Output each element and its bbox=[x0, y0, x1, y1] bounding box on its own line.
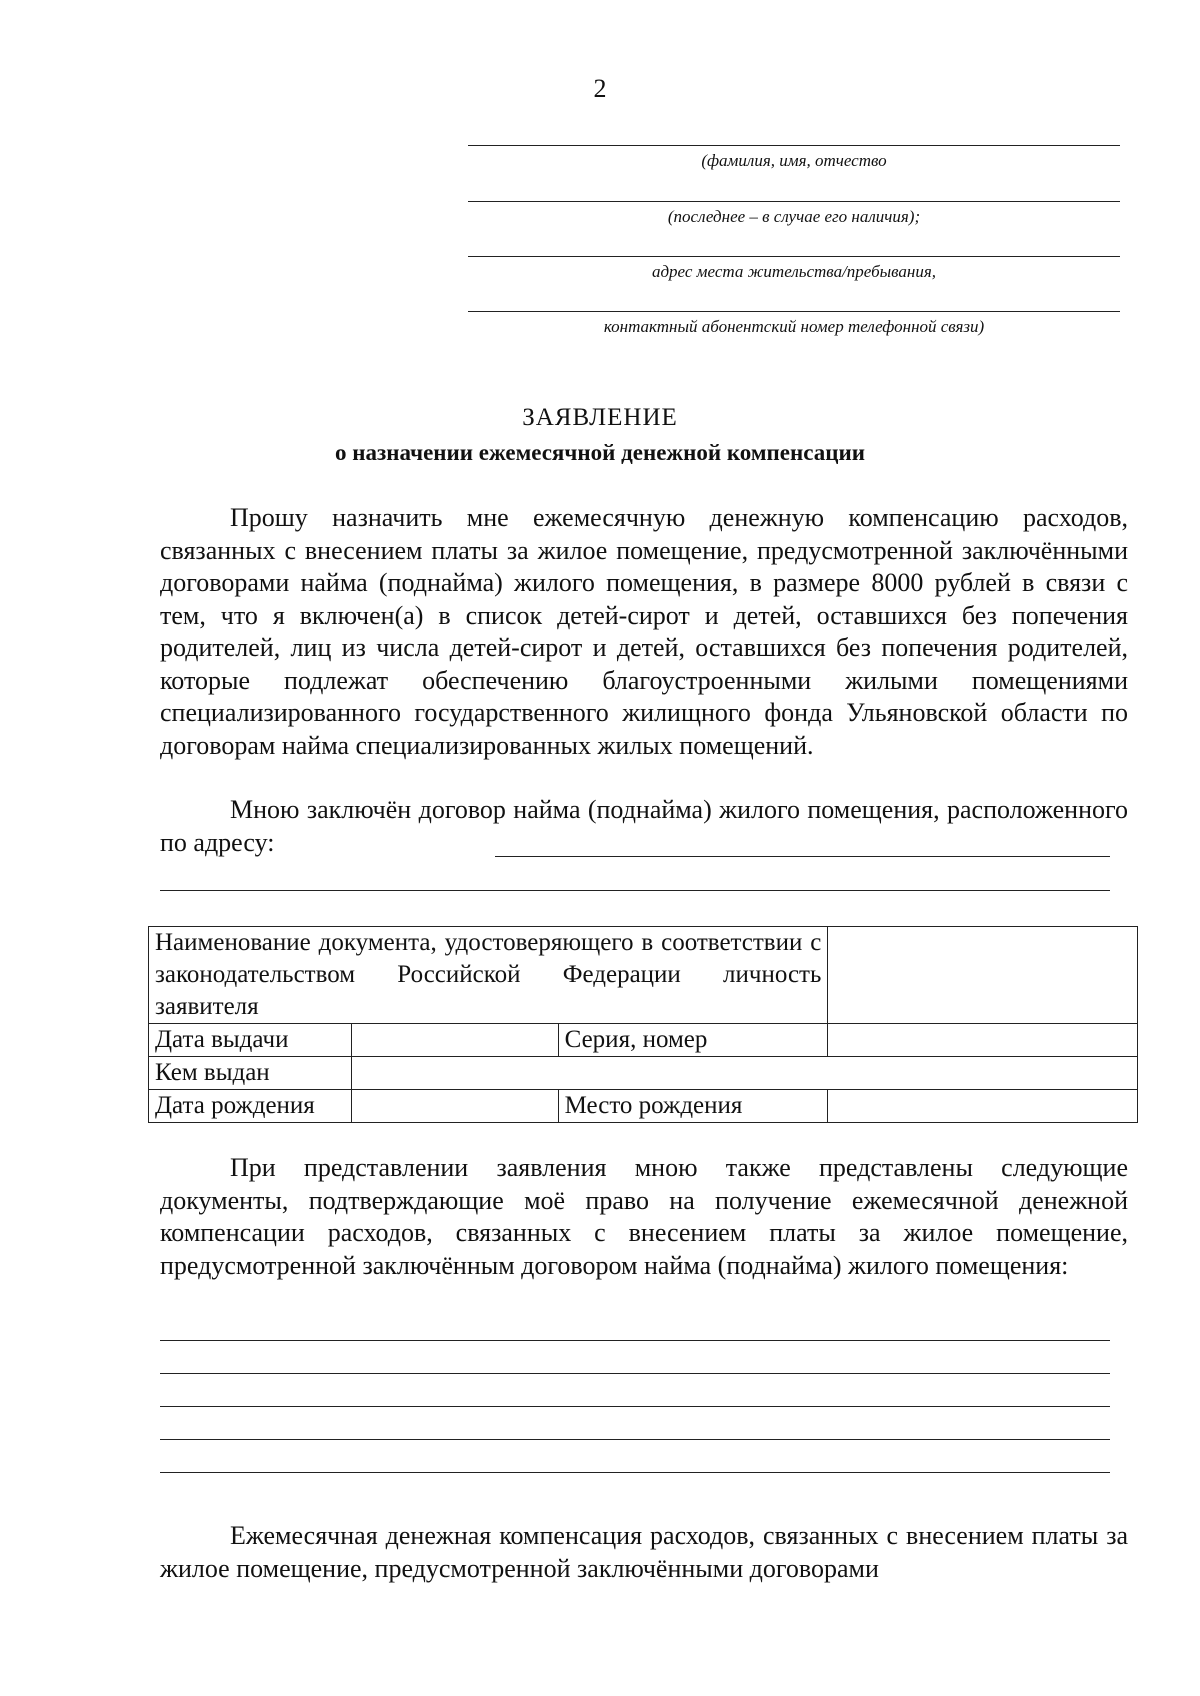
contract-paragraph: Мною заключён договор найма (поднайма) жилого помещения, расположенного по адресу: bbox=[160, 795, 1128, 857]
birth-place-label: Место рождения bbox=[558, 1090, 828, 1123]
phone-line[interactable] bbox=[468, 311, 1120, 312]
table-row bbox=[149, 927, 1138, 1024]
fullname-line[interactable] bbox=[468, 145, 1120, 146]
issued-by-label: Кем выдан bbox=[149, 1057, 352, 1090]
doc-name-label: Наименование документа, удостоверяющего в соответствии с законодательством Российской Федерации личность заявителя bbox=[149, 927, 828, 1024]
documents-line-4[interactable] bbox=[160, 1439, 1110, 1440]
patronymic-line[interactable] bbox=[468, 201, 1120, 202]
documents-line-5[interactable] bbox=[160, 1472, 1110, 1473]
page-number: 2 bbox=[593, 74, 607, 103]
series-number-value[interactable] bbox=[828, 1024, 1138, 1057]
contract-address-line-2[interactable] bbox=[160, 890, 1110, 891]
documents-line-1[interactable] bbox=[160, 1340, 1110, 1341]
table-row bbox=[149, 1024, 1138, 1057]
address-line[interactable] bbox=[468, 256, 1120, 257]
documents-line-2[interactable] bbox=[160, 1373, 1110, 1374]
documents-line-3[interactable] bbox=[160, 1406, 1110, 1407]
issue-date-label: Дата выдачи bbox=[149, 1024, 352, 1057]
documents-paragraph: При представлении заявления мною также представлены следующие документы, подтверждающие моё право на получение ежемесячной денежной компенсации расходов, связанных с внесением платы за жилое помещение, предусмотренной заключённым договором найма (поднайма) жилого помещения: bbox=[160, 1153, 1128, 1280]
compensation-paragraph: Ежемесячная денежная компенсация расходов, связанных с внесением платы за жилое помещение, предусмотренной заключёнными договорами bbox=[160, 1521, 1128, 1583]
document-title: ЗАЯВЛЕНИЕ bbox=[522, 404, 678, 431]
doc-name-value[interactable] bbox=[828, 927, 1138, 1024]
patronymic-caption: (последнее – в случае его наличия); bbox=[667, 207, 921, 226]
birth-date-label: Дата рождения bbox=[149, 1090, 352, 1123]
phone-caption: контактный абонентский номер телефонной связи) bbox=[603, 317, 985, 336]
request-paragraph: Прошу назначить мне ежемесячную денежную компенсацию расходов, связанных с внесением платы за жилое помещение, предусмотренной заключёнными договорами найма (поднайма) жилого помещения, в размере 8000 рублей в связи с тем, что я включен(а) в список детей-сирот и детей, оставшихся без попечения родителей, лиц из числа детей-сирот и детей, оставшихся без попечения родителей, которые подлежат обеспечению благоустроенными жилыми помещениями специализированного государственного жилищного фонда Ульяновской области по договорам найма специализированных жилых помещений. bbox=[160, 503, 1128, 760]
table-row bbox=[149, 1057, 1138, 1090]
issued-by-value[interactable] bbox=[351, 1057, 1137, 1090]
document-subtitle: о назначении ежемесячной денежной компенсации bbox=[335, 440, 865, 465]
birth-place-value[interactable] bbox=[828, 1090, 1138, 1123]
identity-table bbox=[148, 926, 1138, 1123]
fullname-caption: (фамилия, имя, отчество bbox=[701, 151, 887, 170]
series-number-label: Серия, номер bbox=[558, 1024, 828, 1057]
table-row bbox=[149, 1090, 1138, 1123]
contract-address-line[interactable] bbox=[495, 856, 1110, 857]
birth-date-value[interactable] bbox=[351, 1090, 558, 1123]
address-caption: адрес места жительства/пребывания, bbox=[651, 262, 937, 281]
issue-date-value[interactable] bbox=[351, 1024, 558, 1057]
